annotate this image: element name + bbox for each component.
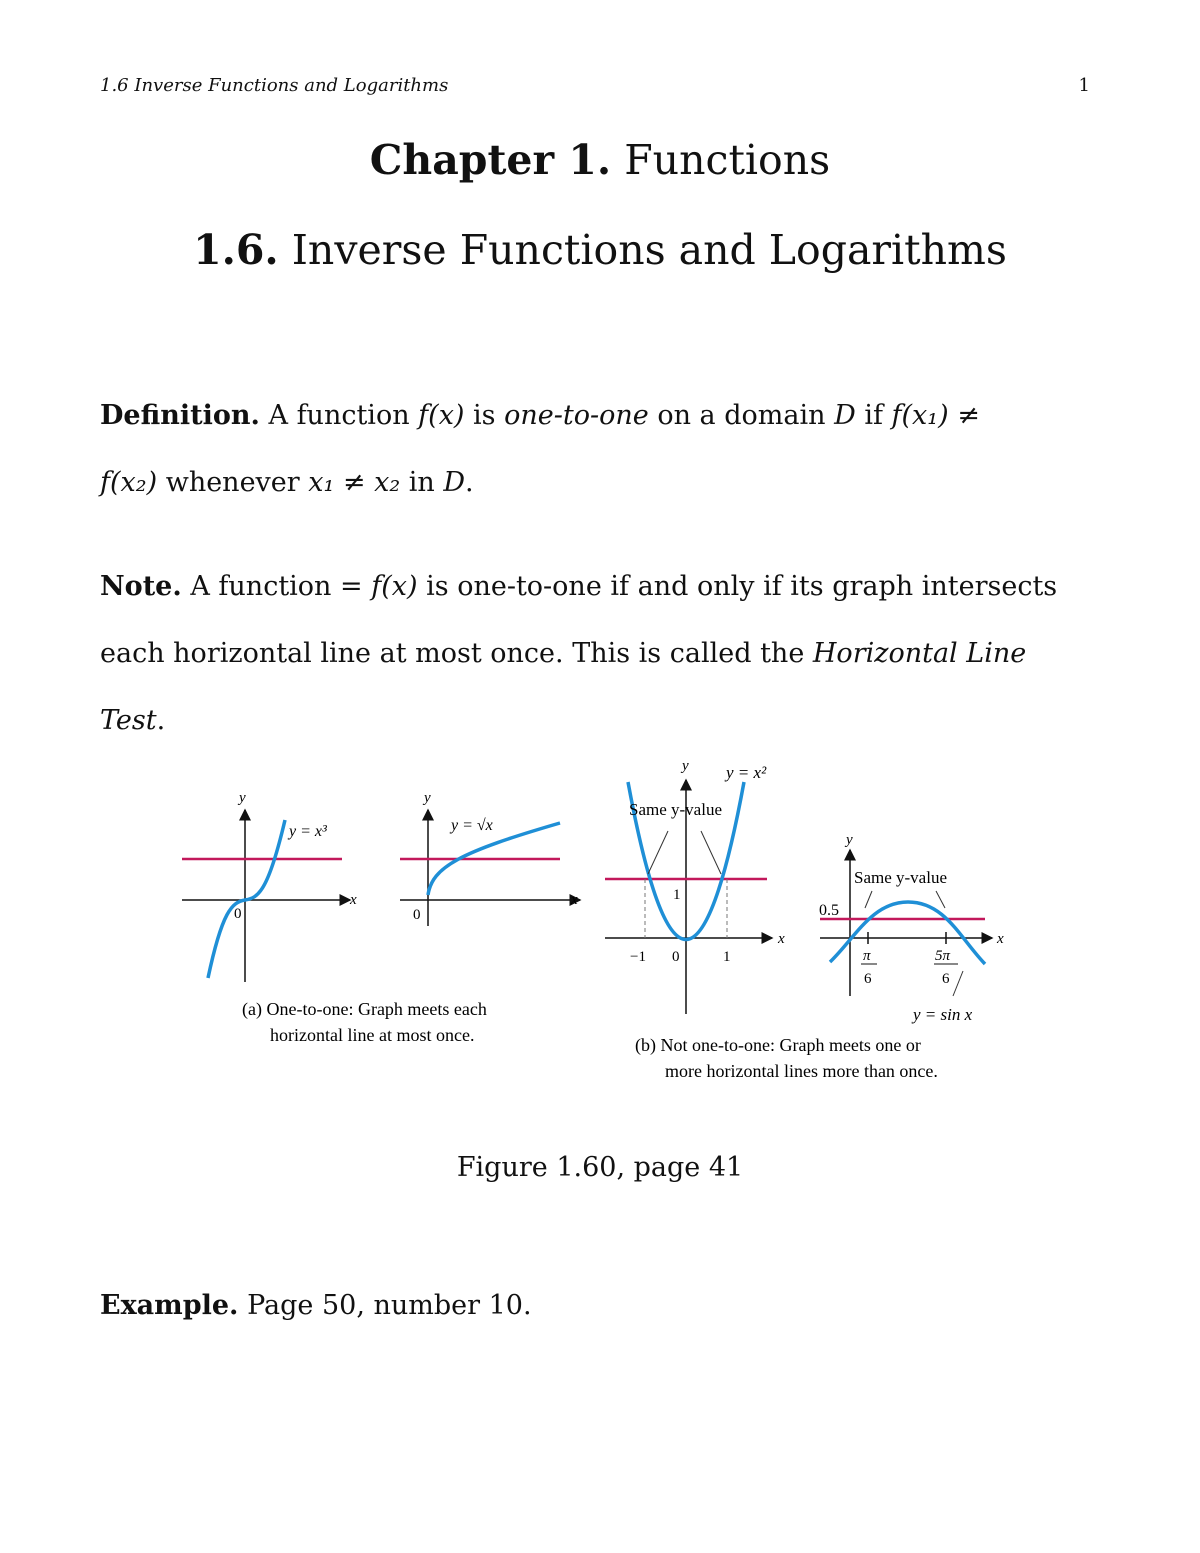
- x-tick-label: 1: [723, 949, 731, 965]
- math-f-x: f(x): [418, 400, 465, 431]
- note-label: Note.: [100, 571, 182, 602]
- test-name: Horizontal Line Test: [100, 638, 1027, 736]
- chapter-heading: [0, 136, 1200, 184]
- origin-label: 0: [234, 906, 242, 922]
- figure-caption: Figure 1.60, page 41: [456, 1152, 744, 1183]
- annotation-label: Same y-value: [854, 868, 947, 887]
- math-domain: D: [834, 400, 856, 431]
- panel-b-caption-line-1: (b) Not one-to-one: Graph meets one or: [635, 1035, 921, 1055]
- x-axis-label: x: [350, 892, 357, 908]
- section-title: Inverse Functions and Logarithms: [291, 226, 1007, 274]
- x-tick-label-denominator: 6: [864, 971, 872, 987]
- definition-text: in: [400, 467, 444, 498]
- x-axis-label: x: [997, 931, 1004, 947]
- sine-curve: [830, 902, 985, 964]
- annotation-label: Same y-value: [629, 800, 722, 819]
- y-axis-label: y: [682, 758, 689, 774]
- equation-label: y = √x: [451, 817, 493, 834]
- pointer-line: [865, 891, 872, 908]
- definition-text: .: [465, 467, 474, 498]
- note-text: is one-to-one if and only if its graph intersects: [417, 571, 1058, 602]
- running-head: [100, 75, 1090, 103]
- pointer-line: [936, 891, 945, 908]
- defined-term: one-to-one: [504, 400, 649, 431]
- definition-text: whenever: [157, 467, 309, 498]
- graph-sine: [819, 832, 1004, 1024]
- chapter-title: Functions: [624, 136, 831, 184]
- panel-a-caption-line-1: (a) One-to-one: Graph meets each: [242, 999, 487, 1019]
- note-line-2: [100, 620, 1090, 754]
- origin-label: 0: [413, 907, 421, 923]
- definition-line-2: [100, 449, 1090, 516]
- cubic-curve: [208, 820, 285, 978]
- definition-label: Definition.: [100, 400, 260, 431]
- y-axis-label: y: [239, 790, 246, 806]
- equation-label: y = sin x: [913, 1005, 973, 1024]
- example-label: Example.: [100, 1290, 239, 1321]
- panel-b-caption-line-2: more horizontal lines more than once.: [665, 1061, 938, 1081]
- x-axis-label: x: [778, 931, 785, 947]
- x-tick-label-numerator: π: [863, 948, 871, 964]
- note-line-1: [100, 553, 1090, 620]
- math-x1-neq-x2: x₁ ≠ x₂: [308, 467, 401, 498]
- pointer-line: [953, 971, 963, 996]
- running-title: 1.6 Inverse Functions and Logarithms: [100, 75, 449, 96]
- definition-paragraph: [100, 382, 1090, 516]
- example-paragraph: [100, 1272, 1090, 1339]
- note-text: .: [156, 705, 166, 736]
- panel-a-caption-line-2: horizontal line at most once.: [270, 1025, 475, 1045]
- page-number: 1: [1078, 75, 1090, 96]
- note-text: A function =: [190, 571, 372, 602]
- y-tick-label: 0.5: [819, 902, 839, 919]
- math-domain: D: [443, 467, 466, 498]
- note-paragraph: [100, 553, 1090, 754]
- y-axis-label: y: [846, 832, 853, 848]
- figure-1-60: [170, 752, 1030, 1092]
- definition-text: A function: [268, 400, 419, 431]
- example-text: Page 50, number 10.: [247, 1290, 532, 1321]
- math-f-x: f(x): [371, 571, 418, 602]
- definition-text: on a domain: [648, 400, 835, 431]
- y-axis-label: y: [424, 790, 431, 806]
- graph-cubic: [182, 790, 357, 982]
- definition-text: if: [855, 400, 892, 431]
- math-f-x1: f(x₁) ≠: [891, 400, 980, 431]
- x-tick-label: −1: [630, 949, 646, 965]
- section-number: 1.6.: [193, 226, 279, 274]
- math-f-x2: f(x₂): [100, 467, 158, 498]
- equation-label: y = x³: [289, 823, 327, 840]
- chapter-label: Chapter 1.: [369, 136, 612, 184]
- x-axis-label: x: [571, 892, 578, 908]
- definition-line-1: [100, 382, 1090, 449]
- graph-square-root: [400, 790, 580, 926]
- x-tick-label-denominator: 6: [942, 971, 950, 987]
- section-heading: [0, 226, 1200, 274]
- pointer-line: [648, 831, 668, 874]
- y-tick-label: 1: [673, 887, 681, 903]
- equation-label: y = x²: [726, 763, 767, 782]
- definition-text: is: [464, 400, 505, 431]
- x-tick-label-numerator: 5π: [935, 948, 951, 964]
- x-tick-label: 0: [672, 949, 680, 965]
- note-text: each horizontal line at most once. This is called the: [100, 638, 813, 669]
- pointer-line: [701, 831, 721, 874]
- graph-parabola: [605, 758, 785, 1014]
